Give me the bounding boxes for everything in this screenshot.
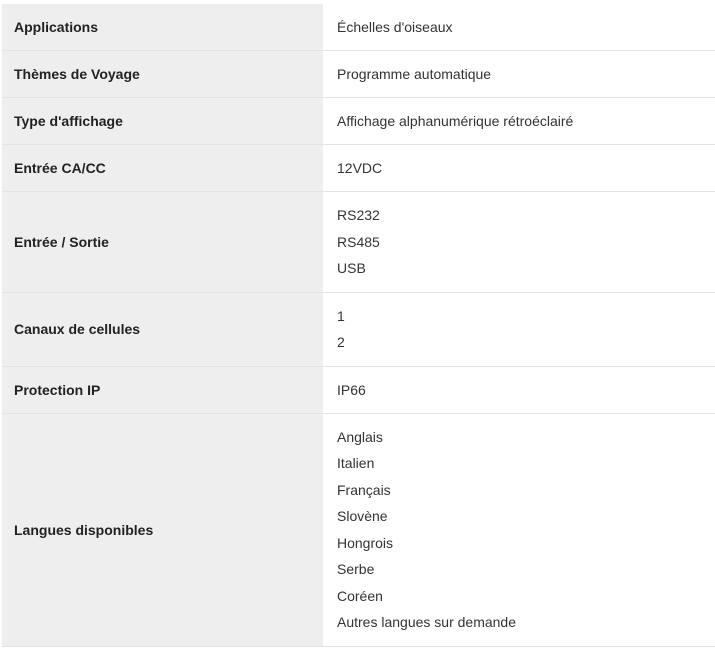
spec-row-cell-channels bbox=[2, 292, 715, 366]
spec-value bbox=[323, 413, 715, 646]
spec-value-line: Affichage alphanumérique rétroéclairé bbox=[337, 113, 574, 129]
spec-value-line: Français bbox=[337, 481, 391, 498]
spec-label: Langues disponibles bbox=[2, 413, 323, 646]
spec-value-line: Anglais bbox=[337, 428, 383, 445]
spec-value-line: Autres langues sur demande bbox=[337, 614, 516, 630]
spec-row-ip-protection bbox=[2, 366, 715, 413]
spec-value-line: USB bbox=[337, 260, 366, 276]
spec-value bbox=[323, 4, 715, 51]
spec-value bbox=[323, 145, 715, 192]
spec-value-line: Échelles d'oiseaux bbox=[337, 19, 453, 35]
spec-row-power-input bbox=[2, 145, 715, 192]
spec-row-languages bbox=[2, 413, 715, 646]
spec-value-line: Serbe bbox=[337, 561, 375, 577]
spec-value-line: 2 bbox=[337, 334, 345, 350]
spec-label: Protection IP bbox=[2, 366, 323, 413]
specifications-table bbox=[2, 4, 715, 647]
spec-value bbox=[323, 51, 715, 98]
spec-value-line: Programme automatique bbox=[337, 66, 492, 82]
spec-value bbox=[323, 98, 715, 145]
spec-value-line: Hongrois bbox=[337, 534, 394, 551]
spec-label: Canaux de cellules bbox=[2, 292, 323, 366]
spec-row-applications bbox=[2, 4, 715, 51]
spec-label: Thèmes de Voyage bbox=[2, 51, 323, 98]
spec-row-themes bbox=[2, 51, 715, 98]
spec-value-line: RS232 bbox=[337, 207, 380, 223]
spec-value-line: Italien bbox=[337, 455, 375, 471]
spec-label: Entrée CA/CC bbox=[2, 145, 323, 192]
spec-value bbox=[323, 192, 715, 293]
spec-label: Type d'affichage bbox=[2, 98, 323, 145]
spec-value-line: IP66 bbox=[337, 381, 366, 398]
spec-label: Applications bbox=[2, 4, 323, 51]
spec-value-line: 12VDC bbox=[337, 160, 383, 176]
spec-value-line: 1 bbox=[337, 307, 345, 324]
spec-value-line: Slovène bbox=[337, 508, 388, 524]
spec-row-input-output bbox=[2, 192, 715, 293]
spec-row-display-type bbox=[2, 98, 715, 145]
spec-value bbox=[323, 366, 715, 413]
spec-value-line: RS485 bbox=[337, 233, 380, 250]
spec-value bbox=[323, 292, 715, 366]
spec-label: Entrée / Sortie bbox=[2, 192, 323, 293]
spec-value-line: Coréen bbox=[337, 587, 383, 604]
